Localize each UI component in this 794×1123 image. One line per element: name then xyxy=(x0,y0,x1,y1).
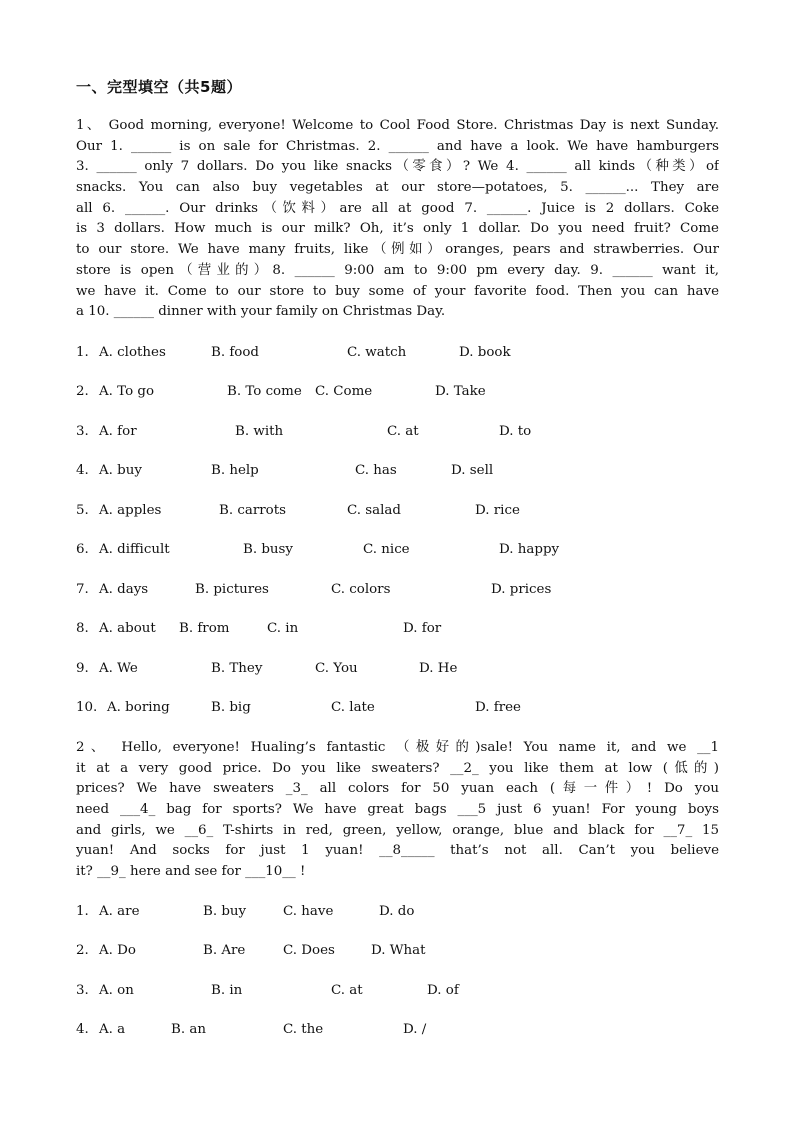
option-d[interactable]: D. / xyxy=(403,1022,427,1037)
option-a[interactable]: A. for xyxy=(99,424,137,439)
passage-line: 1、 Good morning, everyone! Welcome to Cool Food Store. Christmas Day is next Sunday. xyxy=(76,118,719,133)
section-title: 一、完型填空（共5题） xyxy=(76,78,242,96)
option-b[interactable]: B. big xyxy=(211,700,251,715)
option-d[interactable]: D. free xyxy=(475,700,521,715)
question-number: 10. xyxy=(76,700,98,715)
option-c[interactable]: C. has xyxy=(355,463,397,478)
option-d[interactable]: D. He xyxy=(419,661,458,676)
passage-1 xyxy=(76,116,719,323)
option-d[interactable]: D. of xyxy=(427,983,459,998)
passage-line: a 10. ______ dinner with your family on Christmas Day. xyxy=(76,304,446,320)
option-a[interactable]: A. about xyxy=(99,621,156,636)
option-a[interactable]: A. We xyxy=(99,661,138,676)
option-b[interactable]: B. pictures xyxy=(195,582,269,597)
option-a[interactable]: A. apples xyxy=(99,503,162,518)
option-c[interactable]: C. watch xyxy=(347,345,407,360)
passage-line: Our 1. ______ is on sale for Christmas. 2. ______ and have a look. We have hamburgers xyxy=(76,138,719,154)
option-c[interactable]: C. nice xyxy=(363,542,410,557)
passage-line: store is open（营业的）8. ______ 9:00 am to 9:00 pm every day. 9. ______ want it, xyxy=(76,262,719,278)
option-b[interactable]: B. in xyxy=(211,983,243,998)
passage-line: all 6. ______. Our drinks（饮料）are all at good 7. ______. Juice is 2 dollars. Coke xyxy=(76,200,719,216)
option-b[interactable]: B. busy xyxy=(243,542,293,557)
passage-line: need ___4_ bag for sports? We have great bags ___5 just 6 yuan! For young boys xyxy=(76,802,719,818)
option-d[interactable]: D. do xyxy=(379,904,415,919)
option-b[interactable]: B. They xyxy=(211,661,263,676)
option-c[interactable]: C. the xyxy=(283,1022,324,1037)
question-number: 2. xyxy=(76,384,89,399)
question-number: 4. xyxy=(76,463,89,478)
option-a[interactable]: A. are xyxy=(99,904,140,919)
option-c[interactable]: C. You xyxy=(315,661,358,676)
option-b[interactable]: B. food xyxy=(211,345,260,360)
option-b[interactable]: B. To come xyxy=(227,384,302,399)
option-d[interactable]: D. What xyxy=(371,943,426,958)
passage-line: is 3 dollars. How much is our milk? Oh, it’s only 1 dollar. Do you need fruit? Come xyxy=(76,221,719,237)
option-d[interactable]: D. for xyxy=(403,621,442,636)
option-c[interactable]: C. Does xyxy=(283,943,335,958)
question-number: 1. xyxy=(76,345,89,360)
option-a[interactable]: A. a xyxy=(99,1022,126,1037)
question-number: 4. xyxy=(76,1022,89,1037)
question-number: 8. xyxy=(76,621,89,636)
option-b[interactable]: B. Are xyxy=(203,943,246,958)
option-a[interactable]: A. on xyxy=(99,983,134,998)
option-c[interactable]: C. late xyxy=(331,700,375,715)
option-b[interactable]: B. with xyxy=(235,424,284,439)
option-c[interactable]: C. at xyxy=(331,983,363,998)
option-a[interactable]: A. Do xyxy=(99,943,136,958)
passage-line: and girls, we __6_ T-shirts in red, green, yellow, orange, blue and black for __7_ 15 xyxy=(76,822,719,838)
passage-line: to our store. We have many fruits, like（例如）oranges, pears and strawberries. Our xyxy=(76,242,719,258)
question-number: 2. xyxy=(76,943,89,958)
option-d[interactable]: D. to xyxy=(499,424,532,439)
option-d[interactable]: D. rice xyxy=(475,503,520,518)
option-d[interactable]: D. sell xyxy=(451,463,494,478)
option-d[interactable]: D. prices xyxy=(491,582,552,597)
option-b[interactable]: B. buy xyxy=(203,904,247,919)
option-b[interactable]: B. from xyxy=(179,621,230,636)
passage-line: 3. ______ only 7 dollars. Do you like snacks（零食）? We 4. ______ all kinds（种类）of xyxy=(76,159,719,175)
option-a[interactable]: A. days xyxy=(99,582,149,597)
option-b[interactable]: B. carrots xyxy=(219,503,286,518)
option-a[interactable]: A. buy xyxy=(99,463,142,478)
option-d[interactable]: D. Take xyxy=(435,384,486,399)
option-c[interactable]: C. Come xyxy=(315,384,373,399)
option-a[interactable]: A. boring xyxy=(107,700,170,715)
question-number: 7. xyxy=(76,582,89,597)
question-number: 1. xyxy=(76,904,89,919)
option-c[interactable]: C. have xyxy=(283,904,334,919)
option-c[interactable]: C. salad xyxy=(347,503,401,518)
option-c[interactable]: C. at xyxy=(387,424,419,439)
passage-line: yuan! And socks for just 1 yuan! __8_____ that’s not all. Can’t you believe xyxy=(76,843,719,859)
question-number: 6. xyxy=(76,542,89,557)
option-b[interactable]: B. help xyxy=(211,463,259,478)
passage-line: snacks. You can also buy vegetables at our store—potatoes, 5. ______... They are xyxy=(76,180,719,196)
option-d[interactable]: D. happy xyxy=(499,542,560,557)
passage-line: 2、 Hello, everyone! Hualing’s fantastic （极好的)sale! You name it, and we __1 xyxy=(76,740,719,755)
option-d[interactable]: D. book xyxy=(459,345,511,360)
question-number: 3. xyxy=(76,424,89,439)
passage-line: it at a very good price. Do you like sweaters? __2_ you like them at low (低的) xyxy=(76,760,719,776)
question-number: 9. xyxy=(76,661,89,676)
passage-line: prices? We have sweaters _3_ all colors for 50 yuan each (每一件）! Do you xyxy=(76,781,719,797)
passage-2 xyxy=(76,738,719,883)
question-number: 5. xyxy=(76,503,89,518)
passage-line: it? __9_ here and see for ___10__ ! xyxy=(76,864,306,880)
option-a[interactable]: A. clothes xyxy=(99,345,166,360)
option-b[interactable]: B. an xyxy=(171,1022,206,1037)
option-a[interactable]: A. To go xyxy=(99,384,155,399)
option-c[interactable]: C. colors xyxy=(331,582,391,597)
option-a[interactable]: A. difficult xyxy=(99,542,170,557)
passage-line: we have it. Come to our store to buy some of your favorite food. Then you can have xyxy=(76,283,719,299)
question-number: 3. xyxy=(76,983,89,998)
option-c[interactable]: C. in xyxy=(267,621,299,636)
